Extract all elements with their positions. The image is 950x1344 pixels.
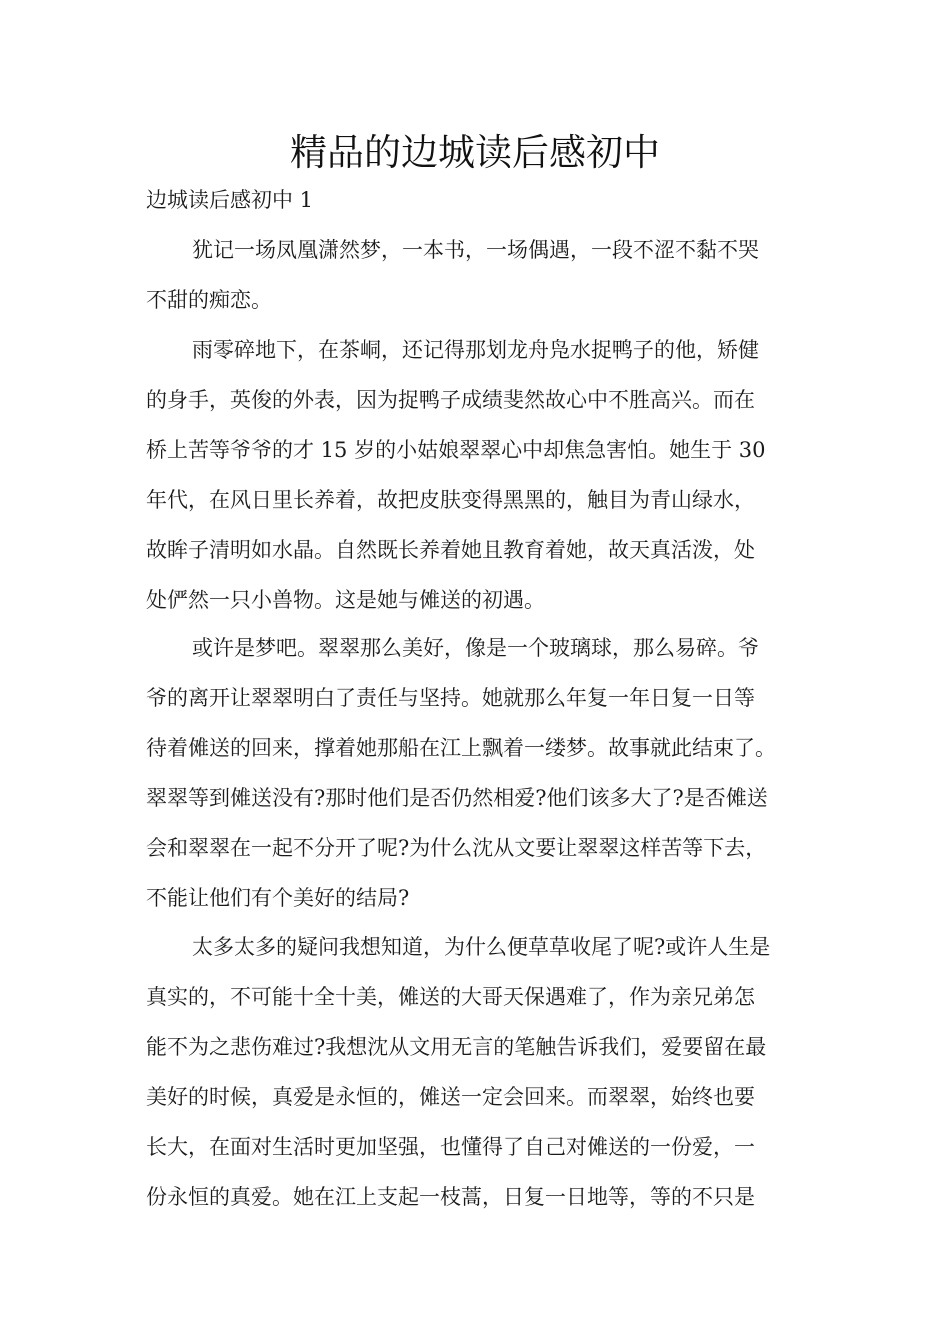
text-line: 的身手，英俊的外表，因为捉鸭子成绩斐然故心中不胜高兴。而在 [146, 388, 755, 412]
text-line: 雨零碎地下，在茶峒，还记得那划龙舟凫水捉鸭子的他，矫健 [192, 338, 759, 362]
text-line: 待着傩送的回来，撑着她那船在江上飘着一缕梦。故事就此结束了。 [146, 736, 776, 760]
text-line: 犹记一场凤凰潇然梦，一本书，一场偶遇，一段不涩不黏不哭 [192, 238, 759, 262]
text-line: 会和翠翠在一起不分开了呢?为什么沈从文要让翠翠这样苦等下去， [146, 836, 767, 860]
text-line: 美好的时候，真爱是永恒的，傩送一定会回来。而翠翠，始终也要 [146, 1085, 755, 1109]
text-line: 年代，在风日里长养着，故把皮肤变得黑黑的，触目为青山绿水， [146, 488, 755, 512]
text-line: 长大，在面对生活时更加坚强，也懂得了自己对傩送的一份爱，一 [146, 1135, 755, 1159]
text-line: 太多太多的疑问我想知道，为什么便草草收尾了呢?或许人生是 [192, 935, 771, 959]
text-line: 翠翠等到傩送没有?那时他们是否仍然相爱?他们该多大了?是否傩送 [146, 786, 768, 810]
text-line: 能不为之悲伤难过?我想沈从文用无言的笔触告诉我们，爱要留在最 [146, 1035, 767, 1059]
text-line: 份永恒的真爱。她在江上支起一枝蒿，日复一日地等，等的不只是 [146, 1185, 755, 1209]
text-line: 故眸子清明如水晶。自然既长养着她且教育着她，故天真活泼，处 [146, 538, 755, 562]
text-line: 真实的，不可能十全十美，傩送的大哥天保遇难了，作为亲兄弟怎 [146, 985, 755, 1009]
text-line: 爷的离开让翠翠明白了责任与坚持。她就那么年复一年日复一日等 [146, 686, 755, 710]
text-line: 桥上苦等爷爷的才 15 岁的小姑娘翠翠心中却焦急害怕。她生于 30 [146, 438, 766, 462]
text-line: 不能让他们有个美好的结局? [146, 886, 410, 910]
text-line: 不甜的痴恋。 [146, 288, 272, 312]
text-line: 处俨然一只小兽物。这是她与傩送的初遇。 [146, 588, 545, 612]
text-line: 或许是梦吧。翠翠那么美好，像是一个玻璃球，那么易碎。爷 [192, 636, 759, 660]
document-title: 精品的边城读后感初中 [290, 131, 660, 174]
section-heading: 边城读后感初中 1 [146, 188, 314, 212]
